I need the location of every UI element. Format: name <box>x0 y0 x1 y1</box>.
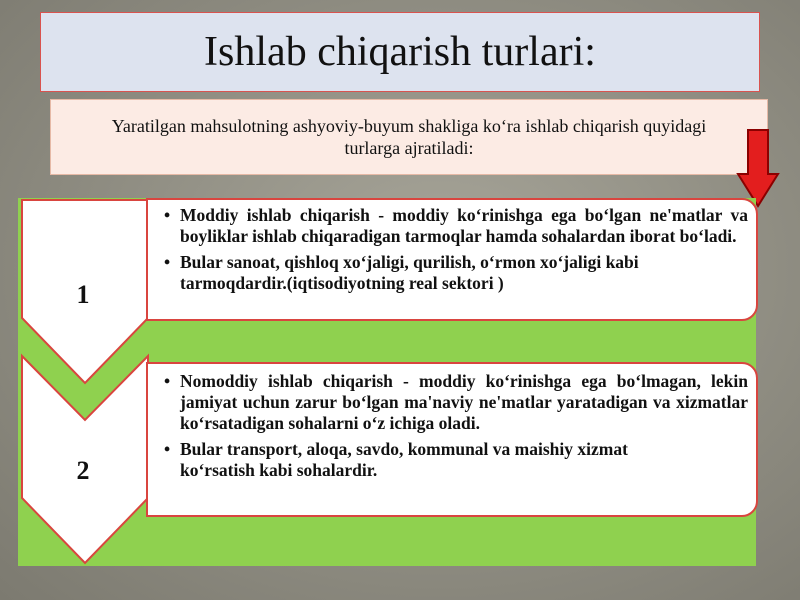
list-item: • Bular sanoat, qishloq xo‘jaligi, qurilish, o‘rmon xo‘jaligi kabi tarmoqdardir.(iqtisodiyotning real sektori ) <box>158 252 748 294</box>
down-arrow-icon <box>736 128 780 208</box>
item-number-2: 2 <box>76 456 90 485</box>
list-item: • Moddiy ishlab chiqarish - moddiy ko‘rinishga ega bo‘lgan ne'matlar va boyliklar ishlab chiqaradigan tarmoqlar hamda sohalardan iborat bo‘ladi. <box>158 205 748 247</box>
chevron-steps <box>20 198 150 568</box>
item-number-1: 1 <box>76 280 90 309</box>
title-box <box>40 12 760 92</box>
subtitle-box <box>50 99 768 175</box>
slide-subtitle: Yaratilgan mahsulotning ashyoviy-buyum shakliga ko‘ra ishlab chiqarish quyidagi turlarga ajratiladi: <box>111 116 707 158</box>
card-1 <box>146 198 758 321</box>
card-2-list <box>158 371 748 481</box>
list-item: • Nomoddiy ishlab chiqarish - moddiy ko‘rinishga ega bo‘lmagan, lekin jamiyat uchun zarur bo‘lgan ma'naviy ne'matlar yaratadigan va xizmatlar ko‘rsatadigan sohalarni o‘z ichiga oladi. <box>158 371 748 434</box>
list-item: • Bular transport, aloqa, savdo, kommunal va maishiy xizmat ko‘rsatish kabi sohalardir. <box>158 439 748 481</box>
slide-title: Ishlab chiqarish turlari: <box>204 29 596 75</box>
card-2 <box>146 362 758 517</box>
card-1-list <box>158 205 748 294</box>
